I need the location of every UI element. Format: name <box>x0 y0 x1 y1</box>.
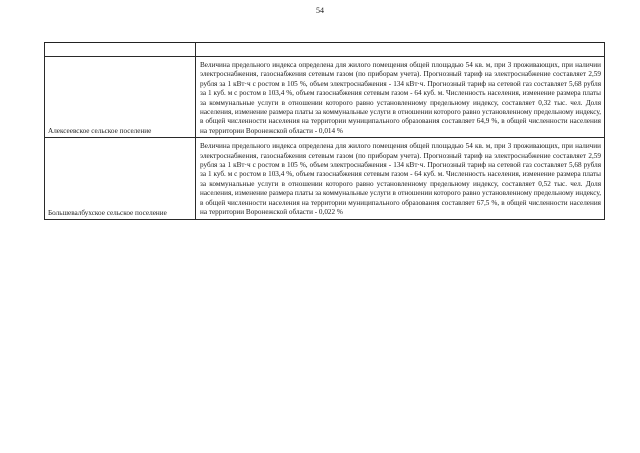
table-row <box>45 138 605 219</box>
spacer-cell <box>45 43 196 57</box>
page-number: 54 <box>316 6 324 15</box>
index-description-cell: Величина предельного индекса определена для жилого помещения общей площадью 54 кв. м, при 3 проживающих, при наличии электроснабжения, газоснабжения сетевым газом (по приборам учета). Прогнозный тариф на электроснабжение составляет 2,59 рубля за 1 кВт·ч с ростом в 105 %, объем электроснабжения - 134 кВт·ч. Прогнозный тариф на сетевой газ составляет 5,68 рубля за 1 куб. м с ростом в 103,4 %, объем газоснабжения сетевым газом - 64 куб. м. Численность населения, изменение размера платы за коммунальные услуги в отношении которого равно установленному предельному индексу, составляет 0,52 тыс. чел. Доля населения, изменение размера платы за коммунальные услуги в отношении которого равно установленному предельному индексу, в общей численности населения на территории муниципального образования составляет 67,5 %, в общей численности населения на территории Воронежской области - 0,022 % <box>196 138 605 219</box>
spacer-cell <box>196 43 605 57</box>
table-header-spacer-row <box>45 43 605 57</box>
settlement-name-cell: Большевалбухское сельское поселение <box>45 138 196 219</box>
table-row <box>45 57 605 138</box>
index-description-cell: Величина предельного индекса определена для жилого помещения общей площадью 54 кв. м, при 3 проживающих, при наличии электроснабжения, газоснабжения сетевым газом (по приборам учета). Прогнозный тариф на электроснабжение составляет 2,59 рубля за 1 кВт·ч с ростом в 105 %, объем электроснабжения - 134 кВт·ч. Прогнозный тариф на сетевой газ составляет 5,68 рубля за 1 куб. м с ростом в 103,4 %, объем газоснабжения сетевым газом - 64 куб. м. Численность населения, изменение размера платы за коммунальные услуги в отношении которого равно установленному предельному индексу, составляет 0,32 тыс. чел. Доля населения, изменение размера платы за коммунальные услуги в отношении которого равно установленному предельному индексу, в общей численности населения на территории муниципального образования составляет 64,9 %, в общей численности населения на территории Воронежской области - 0,014 % <box>196 57 605 138</box>
tariff-index-table <box>44 42 605 220</box>
settlement-name-cell: Алексеевское сельское поселение <box>45 57 196 138</box>
